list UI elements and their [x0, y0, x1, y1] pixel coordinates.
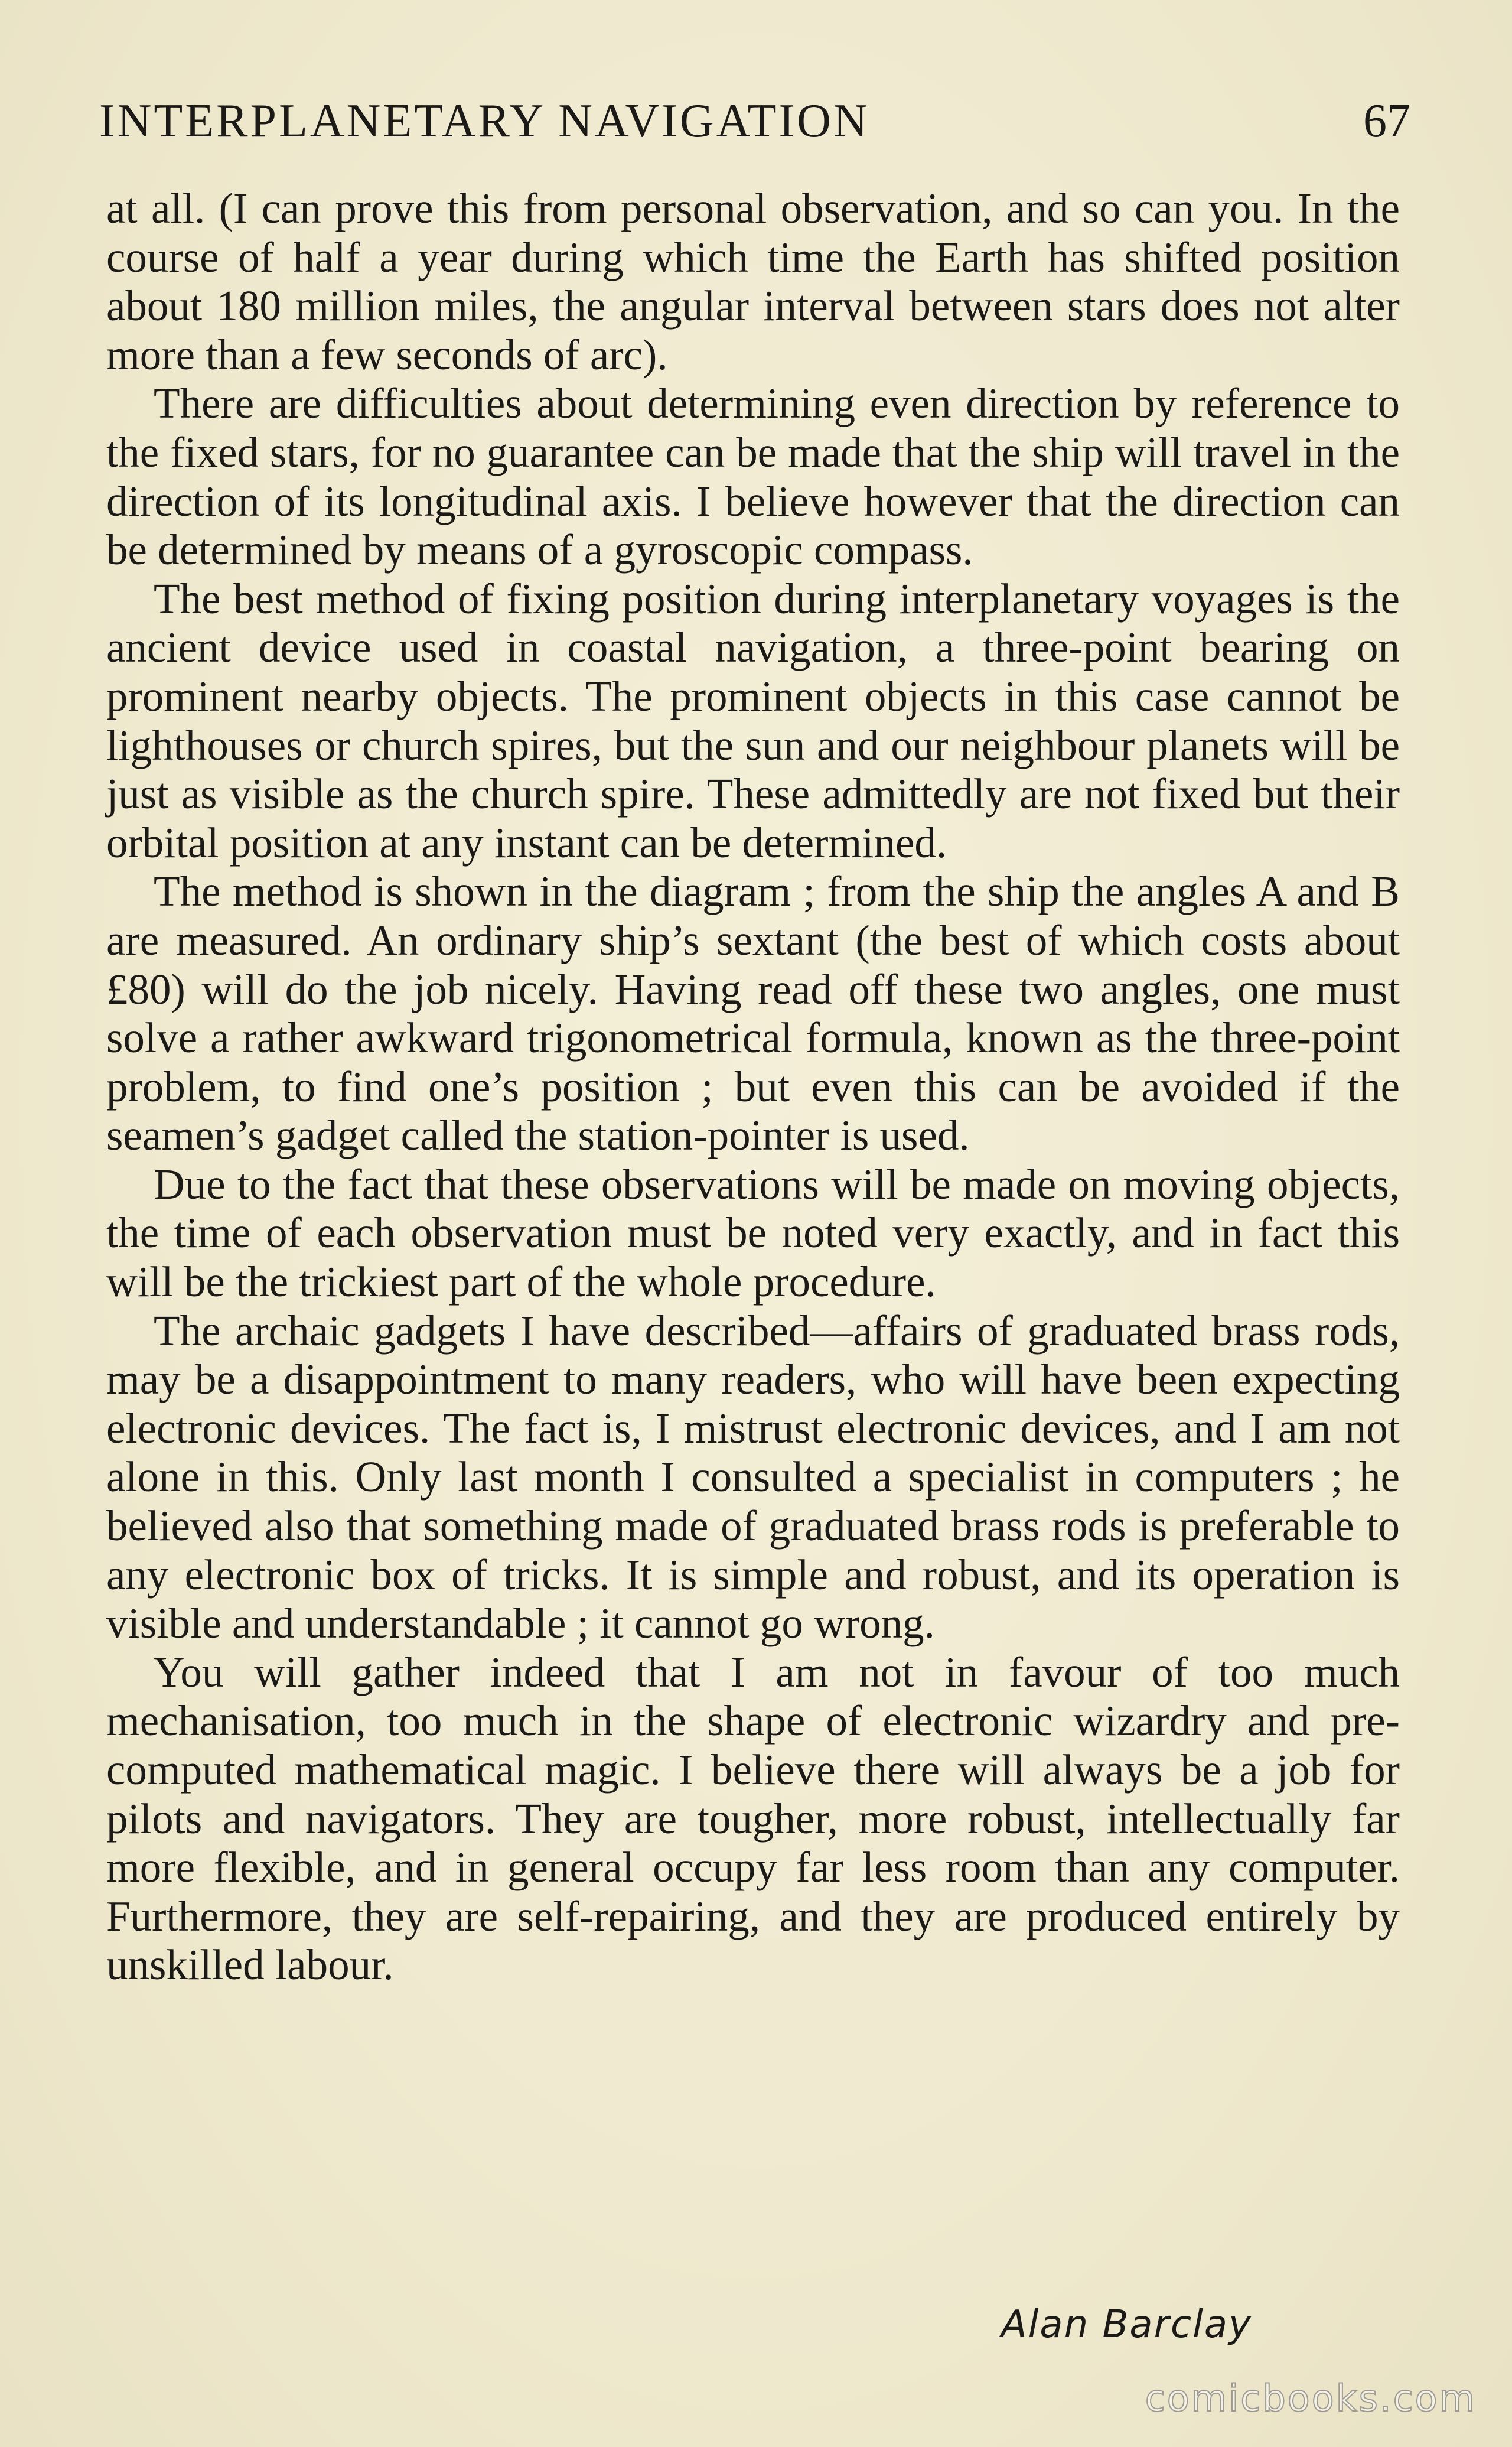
- paragraph: Due to the fact that these observations will be made on moving objects, the time of each observation must be noted very exactly, and in fact this will be the trickiest part of the whole procedure.: [106, 1160, 1400, 1306]
- paragraph: You will gather indeed that I am not in favour of too much mechanisation, too much in the shape of electronic wizardry and pre-computed mathematical magic. I believe there will always be a job for pilots and navigators. They are tougher, more robust, intellectually far more flexible, and in general occupy far less room than any computer. Furthermore, they are self-repairing, and they are produced entirely by unskilled labour.: [106, 1648, 1400, 1989]
- running-head-title: INTERPLANETARY NAVIGATION: [99, 95, 870, 147]
- paragraph: The method is shown in the diagram ; from the ship the angles A and B are measured. An ordinary ship’s sextant (the best of which costs about £80) will do the job nicely. Having read off these two angles, one must solve a rather awkward trigonometrical formula, known as the three-point problem, to find one’s position ; but even this can be avoided if the seamen’s gadget called the station-pointer is used.: [106, 867, 1400, 1160]
- paragraph: The archaic gadgets I have described—affairs of graduated brass rods, may be a disappointment to many readers, who will have been expecting electronic devices. The fact is, I mistrust electronic devices, and I am not alone in this. Only last month I consulted a specialist in computers ; he believed also that something made of graduated brass rods is preferable to any electronic box of tricks. It is simple and robust, and its operation is visible and understandable ; it cannot go wrong.: [106, 1306, 1400, 1648]
- article-body: [106, 184, 1400, 1990]
- paragraph: There are difficulties about determining even direction by reference to the fixed stars, for no guarantee can be made that the ship will travel in the direction of its longitudinal axis. I believe however that the direction can be determined by means of a gyroscopic compass.: [106, 379, 1400, 574]
- paragraph-continued: at all. (I can prove this from personal observation, and so can you. In the course of half a year during which time the Earth has shifted position about 180 million miles, the angular interval between stars does not alter more than a few seconds of arc).: [106, 184, 1400, 379]
- watermark: comicbooks.com: [1145, 2377, 1477, 2420]
- paragraph: The best method of fixing position during interplanetary voyages is the ancient device used in coastal navigation, a three-point bearing on prominent nearby objects. The prominent objects in this case cannot be lighthouses or church spires, but the sun and our neighbour planets will be just as visible as the church spire. These admittedly are not fixed but their orbital position at any instant can be determined.: [106, 574, 1400, 867]
- author-signature: Alan Barclay: [1001, 2303, 1252, 2347]
- page-number: 67: [1363, 95, 1410, 147]
- running-head: [99, 89, 1410, 154]
